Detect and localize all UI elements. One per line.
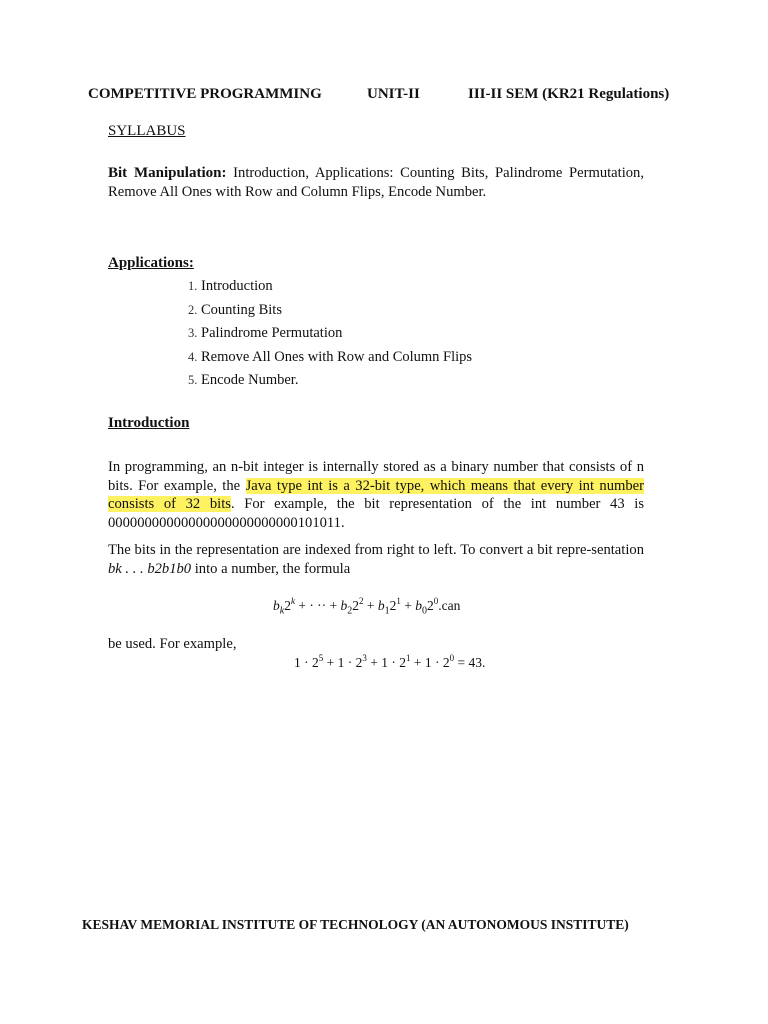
list-item-label: Palindrome Permutation xyxy=(201,325,343,342)
syllabus-paragraph xyxy=(108,164,644,201)
introduction-heading: Introduction xyxy=(108,415,190,431)
example-formula: $1 \cdot 2^5 + 1 \cdot 2^3 + 1 \cdot 2^1 + 1 \cdot 2^0 = 43$. xyxy=(294,653,486,670)
introduction-paragraph-2 xyxy=(108,541,644,578)
list-item xyxy=(188,347,472,371)
list-item-label: Encode Number. xyxy=(201,372,299,389)
list-item-label: Introduction xyxy=(201,278,273,294)
be-used-text: be used. For example, xyxy=(108,636,237,652)
header-course-title: COMPETITIVE PROGRAMMING xyxy=(88,86,322,102)
list-item-number: 5. xyxy=(188,373,198,388)
header-unit: UNIT-II xyxy=(367,86,420,102)
intro-p1-text-a: In programming, an n-bit integer is internally stored as a binary number that consists of n bits. For example, the xyxy=(108,459,644,494)
list-item-number: 3. xyxy=(188,326,198,341)
introduction-paragraph-1 xyxy=(108,458,644,532)
list-item xyxy=(188,323,472,347)
list-item-number: 4. xyxy=(188,349,198,364)
list-item-label: Counting Bits xyxy=(201,301,282,318)
institute-footer: KESHAV MEMORIAL INSTITUTE OF TECHNOLOGY (AN AUTONOMOUS INSTITUTE) xyxy=(82,917,629,932)
syllabus-text: Introduction, Applications: Counting Bits, Palindrome Permutation, Remove All Ones with Row and Column Flips, Encode Number. xyxy=(108,165,645,200)
list-item-number: 2. xyxy=(188,302,198,317)
conversion-formula: $b_k2^k$ + · ·· + $b_22^2 + b_12^1 + b_02^0.can$ xyxy=(273,596,461,617)
list-item xyxy=(188,370,472,394)
highlighted-text: Java type int is a 32-bit type, which means that every int number consists of 32 bits xyxy=(108,477,644,512)
list-item xyxy=(188,276,472,300)
intro-p2-text-a: The bits in the representation are indexed from right to left. To convert a bit repre-sentation xyxy=(108,542,644,558)
applications-heading: Applications: xyxy=(108,255,194,271)
list-item xyxy=(188,300,472,324)
list-item-number: 1. xyxy=(188,279,198,293)
intro-p1-text-b: . For example, the bit representation of the int number 43 is 00000000000000000000000000101011. xyxy=(108,496,644,531)
applications-list xyxy=(188,276,472,394)
syllabus-heading: SYLLABUS xyxy=(108,123,186,139)
bit-representation-formula: bk . . . b2b1b0 xyxy=(108,560,192,577)
header-semester: III-II SEM (KR21 Regulations) xyxy=(468,86,670,102)
intro-p2-text-b: into a number, the formula xyxy=(191,560,351,577)
list-item-label: Remove All Ones with Row and Column Flips xyxy=(201,348,473,365)
syllabus-label: Bit Manipulation: xyxy=(108,165,227,181)
